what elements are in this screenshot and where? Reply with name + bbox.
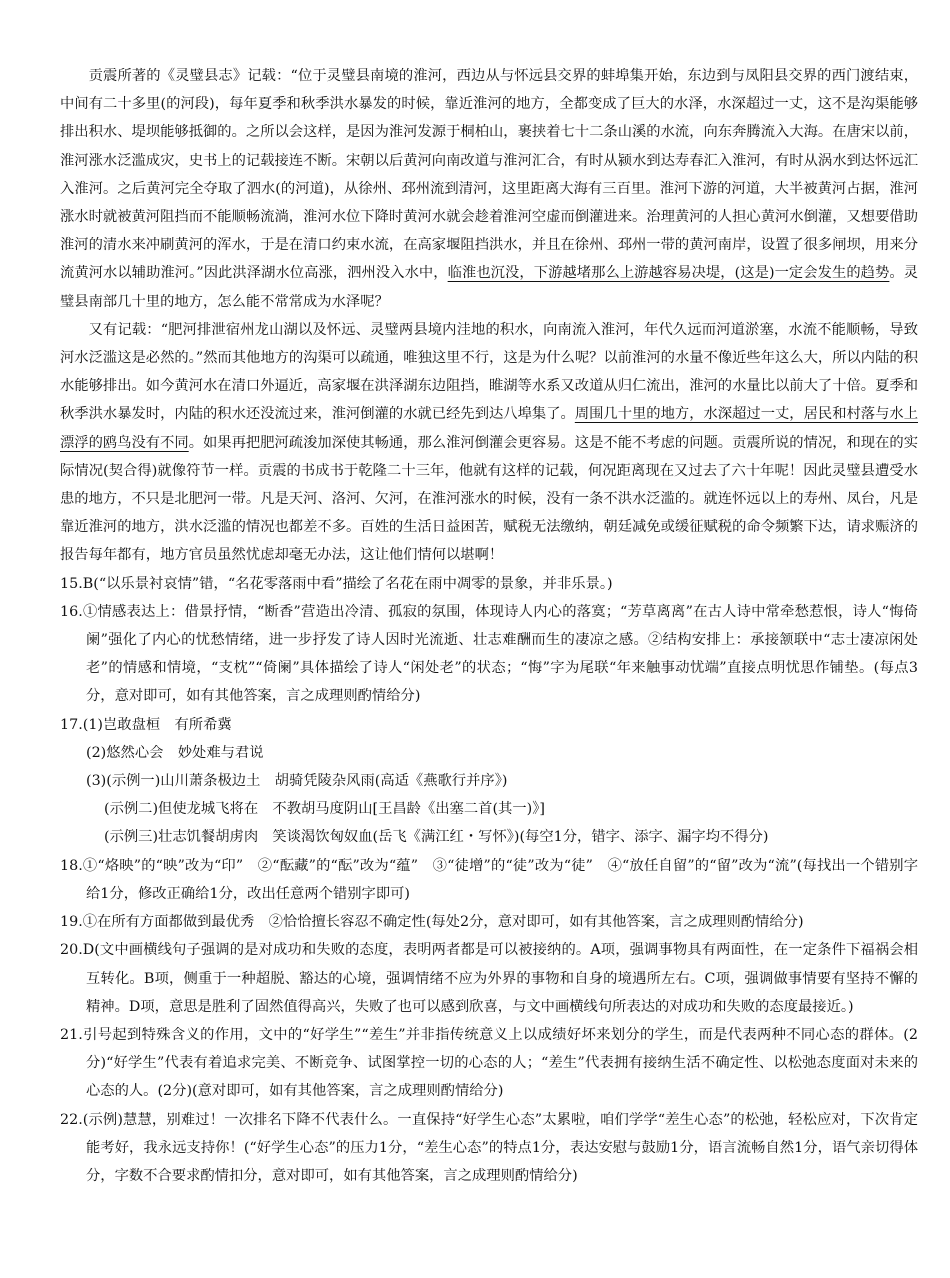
answer-17-3-example-2: (示例二)但使龙城飞将在 不教胡马度阴山[王昌龄《出塞二首(其一)》] <box>104 801 545 818</box>
answer-19: 19.①在所有方面都做到最优秀 ②恰恰擅长容忍不确定性(每处2分，意对即可，如有其他答案，言之成理则酌情给分) <box>60 914 804 931</box>
answer-22: 22.(示例)慧慧，别难过！一次排名下降不代表什么。一直保持“好学生心态”太累啦，咱们学学“差生心态”的松弛，轻松应对，下次肯定能考好，我永远支持你！(“好学生心态”的压力1分，“差生心态”的特点1分，表达安慰与鼓励1分，语言流畅自然1分，语气亲切得体 分，字数不合要求酌情扣分，意对即可，如有其他答案，言之成理则酌情给分) <box>60 1111 933 1184</box>
answer-17: 17.(1)岂敢盘桓 有所希冀 <box>60 716 232 733</box>
answer-20: 20.D(文中画横线句子强调的是对成功和失败的态度，表明两者都是可以被接纳的。A项，强调事物具有两面性，在一定条件下福祸会相互转化。B项，侧重于一种超脱、豁达的心境，强调情绪不应为外界的事物和自身的境遇所左右。C项，强调做事情要有坚持不懈的精神。D项，意思是胜利了固然值得高兴，失败了也可以感到欣喜，与文中画横线句所表达的对成功和失败的态度最接近。) <box>60 942 918 1015</box>
passage-text: 又有记载：“肥河排泄宿州龙山湖以及怀远、灵璧两县境内洼地的积水，向南流入淮河，年代久远而河道淤塞，水流不能顺畅，导致河水泛滥这是必然的。”然而其他地方的沟渠可以疏通，唯独这里不行，这是为什么呢？以前淮河的水量不像近些年这么大，所以内陆的积水能够排出。如今黄河水在清口外逼近，高家堰在洪泽湖东边阻挡，睢湖等水系又改道从归仁流出，淮河的水量比以前大了十倍。夏季和秋季洪水暴发时，内陆的积水还没流过来，淮河倒灌的水就已经先到达八埠集了。 <box>60 321 918 423</box>
passage-paragraph-2 <box>60 316 918 570</box>
passage-text: 。如果再把肥河疏浚加深使其畅通，那么淮河倒灌会更容易。这是不能不考虑的问题。贡震所说的情况，和现在的实际情况(契合得)就像符节一样。贡震的书成书于乾隆二十三年，他就有这样的记载，何况距离现在又过去了六十年呢！因此灵璧县遭受水患的地方，不只是北肥河一带。凡是天河、洛河、欠河，在淮河涨水的时候，没有一条不洪水泛滥的。就连怀远以上的寿州、凤台，凡是靠近淮河的地方，洪水泛滥的情况也都差不多。百姓的生活日益困苦，赋税无法缴纳，朝廷减免或缓征赋税的命令频繁下达，请求赈济的报告每年都有，地方官员虽然忧虑却毫无办法，这让他们情何以堪啊！ <box>60 434 918 564</box>
answer-21: 21.引号起到特殊含义的作用，文中的“好学生”“差生”并非指传统意义上以成绩好坏来划分的学生，而是代表两种不同心态的群体。(2分)“好学生”代表有着追求完美、不断竞争、试图掌控一切的心态的人；“差生”代表拥有接纳生活不确定性、以松弛态度面对未来的心态的人。(2分)(意对即可，如有其他答案，言之成理则酌情给分) <box>60 1026 918 1100</box>
answer-15: 15.B(“以乐景衬哀情”错，“名花零落雨中看”描绘了名花在雨中凋零的景象，并非乐景。) <box>60 575 613 592</box>
underlined-sentence: 周围几十里的地方，水深超过一丈，居民和村落与水上漂浮的鸥鸟没有不同 <box>60 406 919 451</box>
answer-17-3-example-3: (示例三)壮志饥餐胡虏肉 笑谈渴饮匈奴血(岳飞《满江红・写怀》)(每空1分，错字、添字、漏字均不得分) <box>104 829 769 846</box>
passage-text: 。灵璧县南部几十里的地方，怎么能不常常成为水泽呢？ <box>60 265 919 310</box>
passage-text: 贡震所著的《灵璧县志》记载：“位于灵璧县南境的淮河，西边从与怀远县交界的蚌埠集开始，东边到与凤阳县交界的西门渡结束，中间有二十多里(的河段)，每年夏季和秋季洪水暴发的时候，靠近淮河的地方，全都变成了巨大的水泽，水深超过一丈，这不是沟渠能够排出积水、堤坝能够抵御的。之所以会这样，是因为淮河发源于桐柏山，裹挟着七十二条山溪的水流，向东奔腾流入大海。在唐宋以前，淮河涨水泛滥成灾，史书上的记载接连不断。宋朝以后黄河向南改道与淮河汇合，有时从颍水到达寿春汇入淮河，有时从涡水到达怀远汇入淮河。之后黄河完全夺取了泗水(的河道)，从徐州、邳州流到清河，这里距离大海有三百里。淮河下游的河道，大半被黄河占据，淮河涨水时就被黄河阻挡而不能顺畅流淌，淮河水位下降时黄河水就会趁着淮河空虚而倒灌进来。治理黄河的人担心黄河水倒灌，又想要借助淮河的清水来冲刷黄河的浑水，于是在清口约束水流，在高家堰阻挡洪水，并且在徐州、邳州一带的黄河南岸，设置了很多闸坝，用来分流黄河水以辅助淮河。”因此洪泽湖水位高涨，泗州没入水中， <box>60 68 918 282</box>
underlined-sentence: 临淮也沉没，下游越堵那么上游越容易决堤，(这是)一定会发生的趋势 <box>447 265 890 282</box>
answer-16: 16.①情感表达上：借景抒情，“断香”营造出冷清、孤寂的氛围，体现诗人内心的落寞；“芳草离离”在古人诗中常牵愁惹恨，诗人“悔倚阑”强化了内心的忧愁情绪，进一步抒发了诗人因时光流逝、壮志难酬而生的凄凉之感。②结构安排上：承接颔联中“志士凄凉闲处老”的情感和情境，“支枕”“倚阑”具体描绘了诗人“闲处老”的状态；“悔”字为尾联“年来触事动忧端”直接点明忧思作铺垫。(每点3分，意对即可，如有其他答案，言之成理则酌情给分) <box>60 603 918 705</box>
answer-17-2: (2)悠然心会 妙处难与君说 <box>86 744 264 761</box>
passage-paragraph-1 <box>60 62 918 316</box>
answer-18: 18.①“烙映”的“映”改为“印” ②“酝藏”的“酝”改为“蕴” ③“徒增”的“徒”改为“徒” ④“放任自留”的“留”改为“流”(每找出一个错别字给1分，修改正确给1分，改出任意两个错别字即可) <box>60 857 918 902</box>
answer-17-3-example-1: (3)(示例一)山川萧条极边土 胡骑凭陵杂风雨(高适《燕歌行并序》) <box>86 773 508 790</box>
